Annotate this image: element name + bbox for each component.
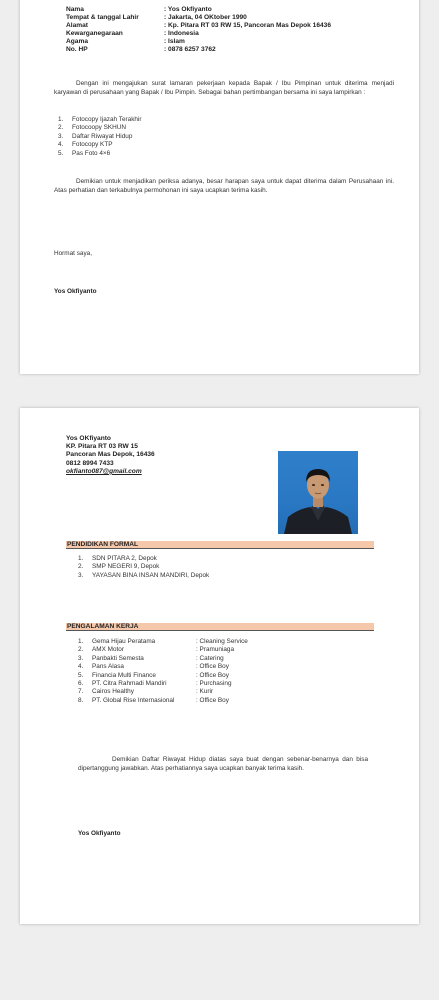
- letter-page: [20, 0, 419, 374]
- list-item: 3. YAYASAN BINA INSAN MANDIRI, Depok: [78, 571, 210, 579]
- list-item: 6. PT. Citra Rahmadi Mandiri : Purchasing: [78, 680, 232, 688]
- info-row-name: Nama : Yos Okfiyanto: [66, 6, 212, 13]
- list-item: 4. Pans Alasa : Office Boy: [78, 663, 229, 671]
- letter-regards: Hormat saya,: [54, 250, 93, 257]
- attachment-list: [58, 116, 142, 158]
- list-item: 5. Pas Foto 4×6: [58, 149, 111, 157]
- cv-page: [20, 408, 419, 924]
- cv-contact-block: [66, 435, 155, 476]
- cv-email-link[interactable]: okfianto087@gmail.com: [66, 467, 142, 475]
- info-row-address: Alamat : Kp. Pitara RT 03 RW 15, Pancoran Mas Depok 16436: [66, 22, 331, 29]
- letter-closing: Demikian untuk menjadikan periksa adanya, besar harapan saya untuk dapat diterima dalam Perusahaan ini. Atas perhatian dan terkabulnya permohonan ini saya ucapkan terima kasih.: [54, 178, 394, 194]
- info-row-nationality: Kewarganegaraan : Indonesia: [66, 30, 199, 37]
- list-item: 2. Fotocoopy SKHUN: [58, 124, 126, 132]
- cv-address-line-2: Pancoran Mas Depok, 16436: [66, 451, 155, 459]
- work-section-header: PENGALAMAN KERJA: [66, 623, 374, 631]
- person-silhouette-icon: [278, 451, 358, 534]
- info-row-religion: Agama : Islam: [66, 38, 185, 45]
- list-item: 3. Panbakti Semesta : Catering: [78, 654, 224, 662]
- cv-statement: Demikian Daftar Riwayat Hidup diatas saya buat dengan sebenar-benarnya dan bisa dipertanggung jawabkan. Atas perhatiannya saya ucapkan banyak terima kasih.: [78, 756, 368, 772]
- profile-photo: [278, 451, 358, 534]
- list-item: 1. SDN PITARA 2, Depok: [78, 555, 157, 562]
- cv-address-line-1: KP. Pitara RT 03 RW 15: [66, 443, 138, 451]
- list-item: 7. Cairos Healthy : Kurir: [78, 688, 214, 696]
- education-list: [78, 555, 209, 580]
- list-item: 1. Gema Hijau Peratama : Cleaning Service: [78, 638, 248, 645]
- info-row-phone: No. HP : 0878 6257 3762: [66, 46, 216, 53]
- education-section-header: PENDIDIKAN FORMAL: [66, 541, 374, 549]
- cv-phone: 0812 8994 7433: [66, 459, 114, 467]
- letter-intro: Dengan ini mengajukan surat lamaran pekerjaan kepada Bapak / Ibu Pimpinan untuk diterima menjadi karyawan di perusahaan yang Bapak / Ibu Pimpin. Sebagai bahan pertimbangan bersama ini saya lampirkan :: [54, 80, 394, 96]
- list-item: 2. AMX Motor : Pramuniaga: [78, 646, 235, 654]
- work-list: [78, 638, 248, 705]
- list-item: 8. PT. Global Rise Internasional : Office Boy: [78, 696, 229, 704]
- list-item: 4. Fotocopy KTP: [58, 141, 113, 149]
- list-item: 2. SMP NEGERI 9, Depok: [78, 563, 160, 571]
- list-item: 1. Fotocopy Ijazah Terakhir: [58, 116, 142, 123]
- list-item: 5. Financia Multi Finance : Office Boy: [78, 671, 229, 679]
- list-item: 3. Daftar Riwayat Hidup: [58, 132, 133, 140]
- cv-signature: Yos Okfiyanto: [78, 830, 121, 837]
- letter-signature: Yos Okfiyanto: [54, 288, 97, 295]
- cv-name: Yos OKfiyanto: [66, 435, 111, 442]
- info-row-birth: Tempat & tanggal Lahir : Jakarta, 04 OKtober 1990: [66, 14, 247, 21]
